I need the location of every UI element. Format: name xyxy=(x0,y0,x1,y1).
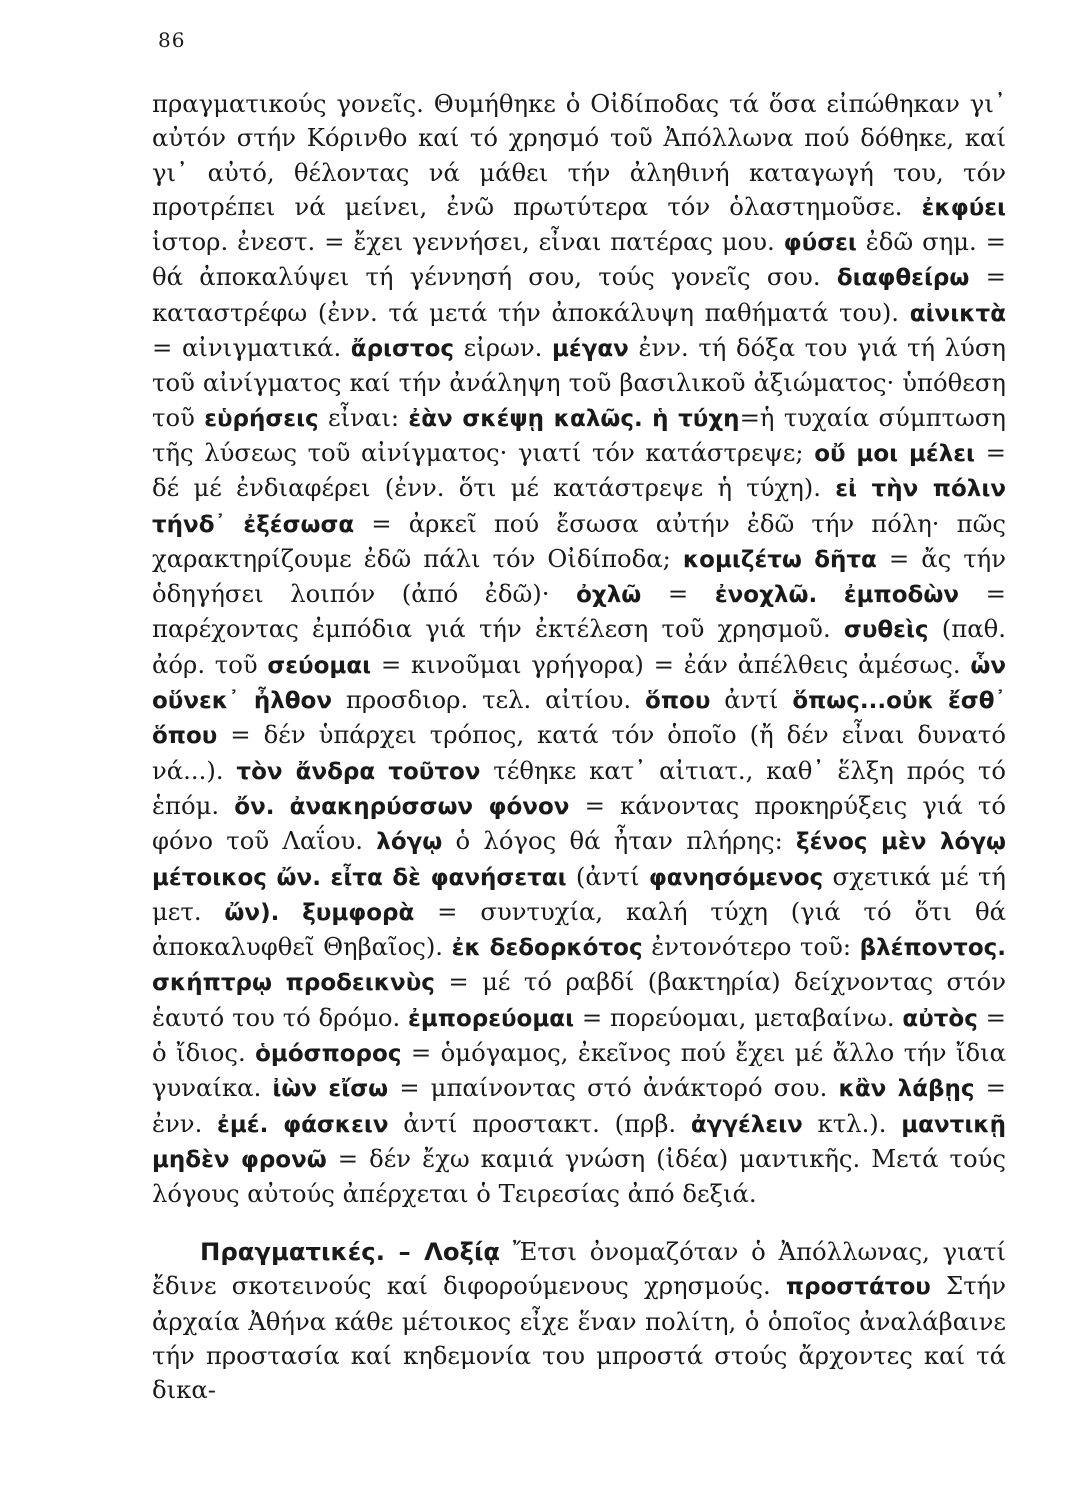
gloss-text xyxy=(643,403,652,432)
lemma-term: ἐνοχλῶ. xyxy=(714,582,818,609)
page-number: 86 xyxy=(158,28,186,52)
gloss-text: = ἀρκεῖ πού ἔσωσα αὐτήν ἐδῶ τήν πόλη· πῶς χαρακτηρίζουμε ἐδῶ πάλι τόν Οἰδίποδα; xyxy=(152,508,1006,573)
lemma-term: φάσκειν xyxy=(283,1111,389,1138)
lemma-term: ἐμποδὼν xyxy=(843,582,960,609)
gloss-text: = xyxy=(641,579,715,609)
gloss-text: ἀντί xyxy=(710,685,793,715)
lemma-term: σκήπτρῳ προδεικνὺς xyxy=(152,970,435,997)
gloss-text: πραγματικούς γονεῖς. Θυμήθηκε ὁ Οἰδίποδας τά ὅσα εἰπώθηκαν γι᾿ αὐτόν στήν Κόρινθο καί τό χρησμό τοῦ Ἀπόλλωνα πού δόθηκε, καί γι᾿ αὐτό, θέλοντας νά μάθει τήν ἀληθινή καταγωγή του, τόν προτρέπει νά μείνει, ἐνῶ πρωτύτερα τόν ὁλαστημοῦσε. xyxy=(152,89,1006,221)
lemma-term: ὅπου xyxy=(645,688,711,715)
lemma-term: ἐὰν σκέψῃ καλῶς. xyxy=(408,405,643,432)
lemma-term: ἐκ δεδορκότος xyxy=(451,935,643,962)
lemma-term: αὐτὸς xyxy=(902,1005,978,1032)
lemma-term: ὄν. xyxy=(234,793,275,820)
gloss-text: = καταστρέφω (ἐνν. τά μετά τήν ἀποκάλυψη παθήματά του). xyxy=(152,262,1006,327)
gloss-text: = ἐνν. xyxy=(152,1073,1006,1138)
lemma-term: βλέποντος. xyxy=(859,935,1006,962)
lemma-term: ξυμφορὰ xyxy=(302,899,415,926)
gloss-text: κτλ.). xyxy=(802,1108,902,1138)
gloss-text: ἐνν. τή δόξα του γιά τή λύση τοῦ αἰνίγματος καί τήν ἀνάληψη τοῦ βασιλικοῦ ἀξιώματος· ὑπόθεση τοῦ xyxy=(152,333,1006,432)
lemma-term: ὀχλῶ xyxy=(576,582,642,609)
section-heading: Πραγματικές. – Λοξίᾳ xyxy=(200,1237,501,1266)
lemma-term: μέγαν xyxy=(551,336,629,363)
gloss-text: = ὁμόγαμος, ἐκεῖνος πού ἔχει μέ ἄλλο τήν ἴδια γυναίκα. xyxy=(152,1038,1007,1103)
gloss-text: Στήν ἀρχαία Ἀθήνα κάθε μέτοικος εἶχε ἕναν πολίτη, ὁ ὁποῖος ἀναλάβαινε τήν προστασία καί κηδεμονία του μπροστά στούς ἄρχοντες καί τά δικα- xyxy=(152,1271,1006,1405)
lemma-term: ὁμόσπορος xyxy=(255,1041,402,1068)
lemma-term: ἀγγέλειν xyxy=(690,1111,803,1138)
lemma-term: ξένος μὲν λόγῳ μέτοικος ὤν. εἶτα δὲ φανήσεται xyxy=(152,829,1006,891)
lemma-term: οὔ μοι μέλει xyxy=(814,440,976,467)
lemma-term: ἄριστος xyxy=(350,336,455,363)
gloss-text: ἱστορ. ἐνεστ. = ἔχει γεννήσει, εἶναι πατέρας μου. xyxy=(152,227,784,257)
commentary-paragraph xyxy=(152,87,1006,1212)
gloss-text: = κινοῦμαι γρήγορα) = ἐάν ἀπέλθεις ἀμέσως. xyxy=(371,649,971,679)
lemma-term: ὤν). xyxy=(224,899,280,926)
lemma-term: εὑρήσεις xyxy=(204,405,319,432)
lemma-term: ὧν οὕνεκ᾿ ἦλθον xyxy=(152,652,1006,715)
gloss-text xyxy=(268,1109,283,1138)
gloss-text xyxy=(817,579,844,608)
lemma-term: ἐμέ. xyxy=(217,1111,269,1138)
lemma-term: ἐμπορεύομαι xyxy=(408,1005,575,1032)
lemma-term: ἐκφύει xyxy=(921,194,1006,221)
gloss-text: (παθ. ἀόρ. τοῦ xyxy=(152,614,1006,679)
gloss-text: = κάνοντας προκηρύξεις γιά τό φόνο τοῦ Λαΐου. xyxy=(152,790,1006,856)
realia-paragraph xyxy=(152,1235,1006,1407)
lemma-term: μαντικῇ μηδὲν φρονῶ xyxy=(152,1111,1006,1173)
gloss-text: = συντυχία, καλή τύχη (γιά τό ὅτι θά ἀποκαλυφθεῖ Θηβαῖος). xyxy=(152,896,1006,962)
gloss-text: εἰρων. xyxy=(454,333,552,363)
gloss-text: = παρέχοντας ἐμπόδια γιά τήν ἐκτέλεση τοῦ χρησμοῦ. xyxy=(152,579,1006,644)
gloss-text: Ἔτσι ὀνομαζόταν ὁ Ἀπόλλωνας, γιατί ἔδινε σκοτεινούς καί διφορούμενους χρησμούς. xyxy=(152,1237,1007,1301)
lemma-term: λόγῳ xyxy=(376,829,443,856)
lemma-term: αἰνικτὰ xyxy=(909,300,1006,327)
lemma-term: τὸν ἄνδρα τοῦτον xyxy=(236,758,481,785)
gloss-text: σχετικά μέ τή μετ. xyxy=(152,861,1006,926)
gloss-text: ὁ λόγος θά ἦταν πλήρης: xyxy=(442,826,797,856)
gloss-text: = ἄς τήν ὁδηγήσει λοιπόν (ἀπό ἐδῶ)· xyxy=(152,543,1007,609)
gloss-text: ἐντονότερο τοῦ: xyxy=(642,932,860,962)
lemma-term: ὅπως...οὐκ ἔσθ᾿ ὅπου xyxy=(152,688,1007,750)
gloss-text: ἀντί προστακτ. (πρβ. xyxy=(388,1108,691,1138)
lemma-term: διαφθείρω xyxy=(836,265,970,292)
lemma-term: ἰὼν εἴσω xyxy=(272,1076,389,1103)
lemma-term: συθεὶς xyxy=(843,617,929,644)
gloss-text: = δέν ὑπάρχει τρόπος, κατά τόν ὁποῖο (ἤ δέν εἶναι δυνατό νά...). xyxy=(152,720,1006,785)
lemma-term: φύσει xyxy=(783,230,857,257)
gloss-text: (ἀντί xyxy=(566,861,649,891)
gloss-text xyxy=(279,897,302,926)
lemma-term: ἡ τύχη xyxy=(652,405,740,432)
gloss-text: = μέ τό ραβδί (βακτηρία) δείχνοντας στόν ἑαυτό του τό δρόμο. xyxy=(152,967,1006,1032)
gloss-text: τέθηκε κατ᾿ αἰτιατ., καθ᾿ ἕλξη πρός τό ἑπόμ. xyxy=(152,755,1006,820)
gloss-text: ἐδῶ σημ. = θά ἀποκαλύψει τή γέννησή σου, τούς γονεῖς σου. xyxy=(152,227,1007,292)
lemma-term: εἰ τὴν πόλιν τήνδ᾿ ἐξέσωσα xyxy=(152,476,1006,538)
gloss-text: =ἡ τυχαία σύμπτωση τῆς λύσεως τοῦ αἰνίγματος· γιατί τόν κατάστρεψε; xyxy=(152,402,1006,467)
gloss-text: = ὁ ἴδιος. xyxy=(152,1002,1006,1068)
lemma-term: ἀνακηρύσσων φόνον xyxy=(289,793,570,820)
lemma-term: κἂν λάβῃς xyxy=(838,1076,975,1103)
gloss-text: = αἰνιγματικά. xyxy=(152,333,351,363)
lemma-term: προστάτου xyxy=(785,1274,931,1301)
lemma-term: σεύομαι xyxy=(267,652,372,679)
gloss-text: = πορεύομαι, μεταβαίνω. xyxy=(574,1002,903,1032)
lemma-term: κομιζέτω δῆτα xyxy=(682,546,877,573)
gloss-text: = μπαίνοντας στό ἀνάκτορό σου. xyxy=(388,1073,839,1103)
lemma-term: φανησόμενος xyxy=(648,864,824,891)
gloss-text: προσδιορ. τελ. αἰτίου. xyxy=(332,685,646,715)
gloss-text: εἶναι: xyxy=(318,402,409,432)
gloss-text: = δέν ἔχω καμιά γνώση (ἰδέα) μαντικῆς. Μετά τούς λόγους αὐτούς ἀπέρχεται ὁ Τειρεσίας ἀπό δεξιά. xyxy=(152,1143,1006,1209)
gloss-text: = δέ μέ ἐνδιαφέρει (ἐνν. ὅτι μέ κατάστρεψε ἡ τύχη). xyxy=(152,437,1006,503)
gloss-text xyxy=(275,791,290,820)
